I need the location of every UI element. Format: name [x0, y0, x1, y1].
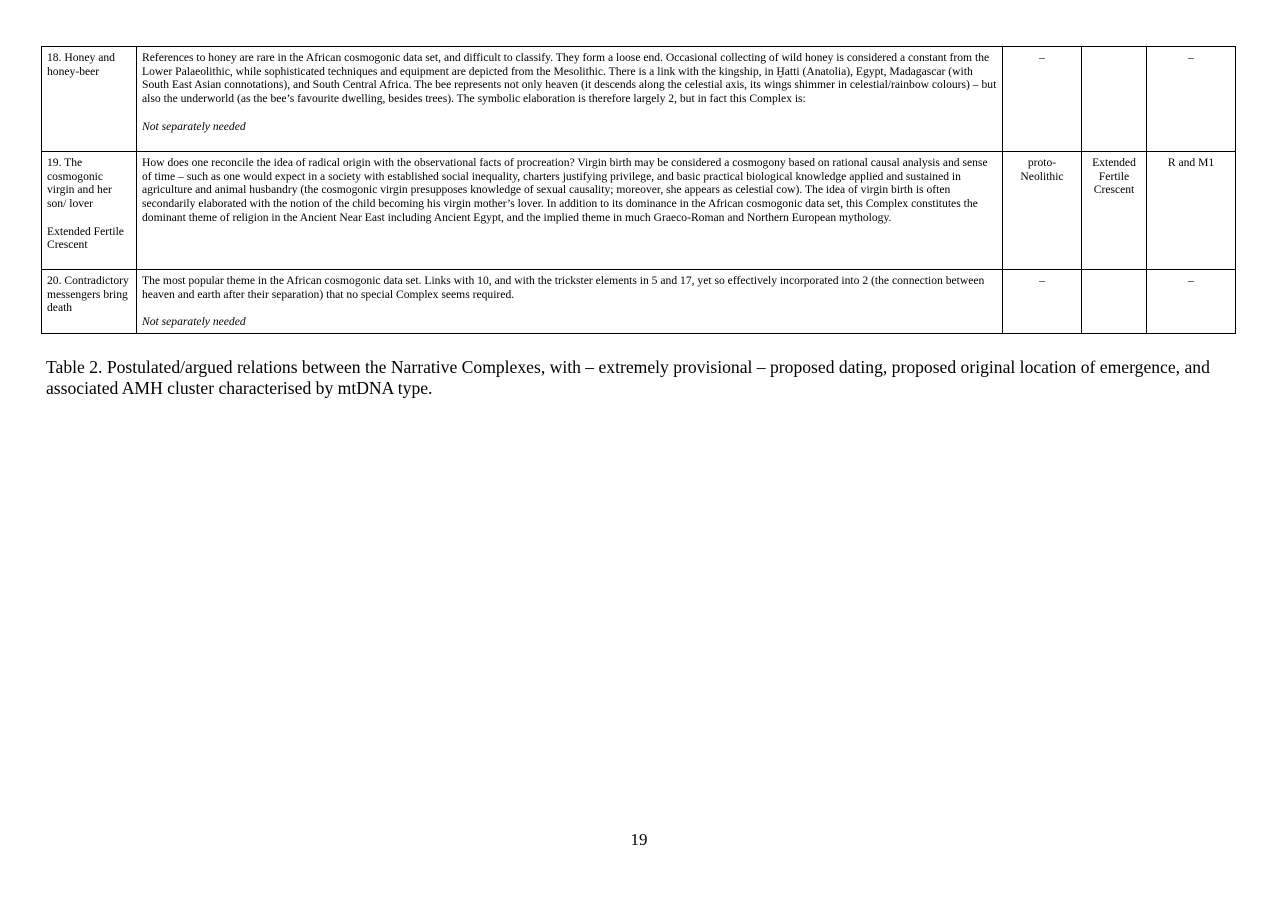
description-cell [137, 47, 1003, 152]
table-row [42, 270, 1236, 334]
location-cell: Extended Fertile Crescent [1082, 152, 1147, 270]
description-text: The most popular theme in the African cosmogonic data set. Links with 10, and with the trickster elements in 5 and 17, yet so effectively incorporated into 2 (the connection between heaven and earth after their separation) that no special Complex seems required. [142, 274, 985, 301]
complex-cell [42, 47, 137, 152]
dating-cell: proto-Neolithic [1003, 152, 1082, 270]
description-text: References to honey are rare in the African cosmogonic data set, and difficult to classify. They form a loose end. Occasional collecting of wild honey is considered a constant from the Lower Palaeolithic, while sophisticated techniques and equipment are depicted from the Mesolithic. There is a link with the kingship, in Ḫatti (Anatolia), Egypt, Madagascar (with South East Asian connotations), and South Central Africa. The bee represents not only heaven (it descends along the celestial axis, its wings shimmer in celestial/rainbow colours) – but also the underworld (as the bee’s favourite dwelling, besides trees). The symbolic elaboration is therefore largely 2, but in fact this Complex is: [142, 51, 997, 106]
cluster-cell: – [1147, 47, 1236, 152]
cluster-cell: R and M1 [1147, 152, 1236, 270]
note-text: Not separately needed [142, 315, 246, 329]
complex-location-label: Extended Fertile Crescent [47, 224, 124, 252]
complex-label: 18. Honey and honey-beer [47, 51, 115, 78]
dating-cell: – [1003, 47, 1082, 152]
dating-cell: – [1003, 270, 1082, 334]
table-row [42, 152, 1236, 270]
complex-label: 19. The cosmogonic virgin and her son/ lover [47, 156, 112, 211]
table-caption: Table 2. Postulated/argued relations between the Narrative Complexes, with – extremely provisional – proposed dating, proposed original location of emergence, and associated AMH cluster characterised by mtDNA type. [46, 357, 1210, 398]
narrative-complexes-table [41, 46, 1236, 334]
complex-cell [42, 152, 137, 270]
table-row [42, 47, 1236, 152]
description-text: How does one reconcile the idea of radical origin with the observational facts of procreation? Virgin birth may be considered a cosmogony based on rational causal analysis and sense of time – such as one would expect in a society with established social inequality, charters justifying privilege, and basic practical biological knowledge applied and sustained in agriculture and animal husbandry (the cosmogonic virgin presupposes knowledge of sexual causality; moreover, she appears as celestial cow). The idea of virgin birth is often secondarily elaborated with the notion of the child becoming his virgin mother’s lover. In addition to its dominance in the African cosmogonic data set, this Complex constitutes the dominant theme of religion in the Ancient Near East including Ancient Egypt, and the implied theme in much Graeco-Roman and Northern European mythology. [142, 156, 988, 224]
location-cell [1082, 47, 1147, 152]
note-text: Not separately needed [142, 119, 246, 133]
description-cell [137, 270, 1003, 334]
description-cell [137, 152, 1003, 270]
cluster-cell: – [1147, 270, 1236, 334]
page-number: 19 [630, 830, 648, 849]
complex-cell [42, 270, 137, 334]
complex-label: 20. Contradictory messengers bring death [47, 274, 129, 315]
location-cell [1082, 270, 1147, 334]
